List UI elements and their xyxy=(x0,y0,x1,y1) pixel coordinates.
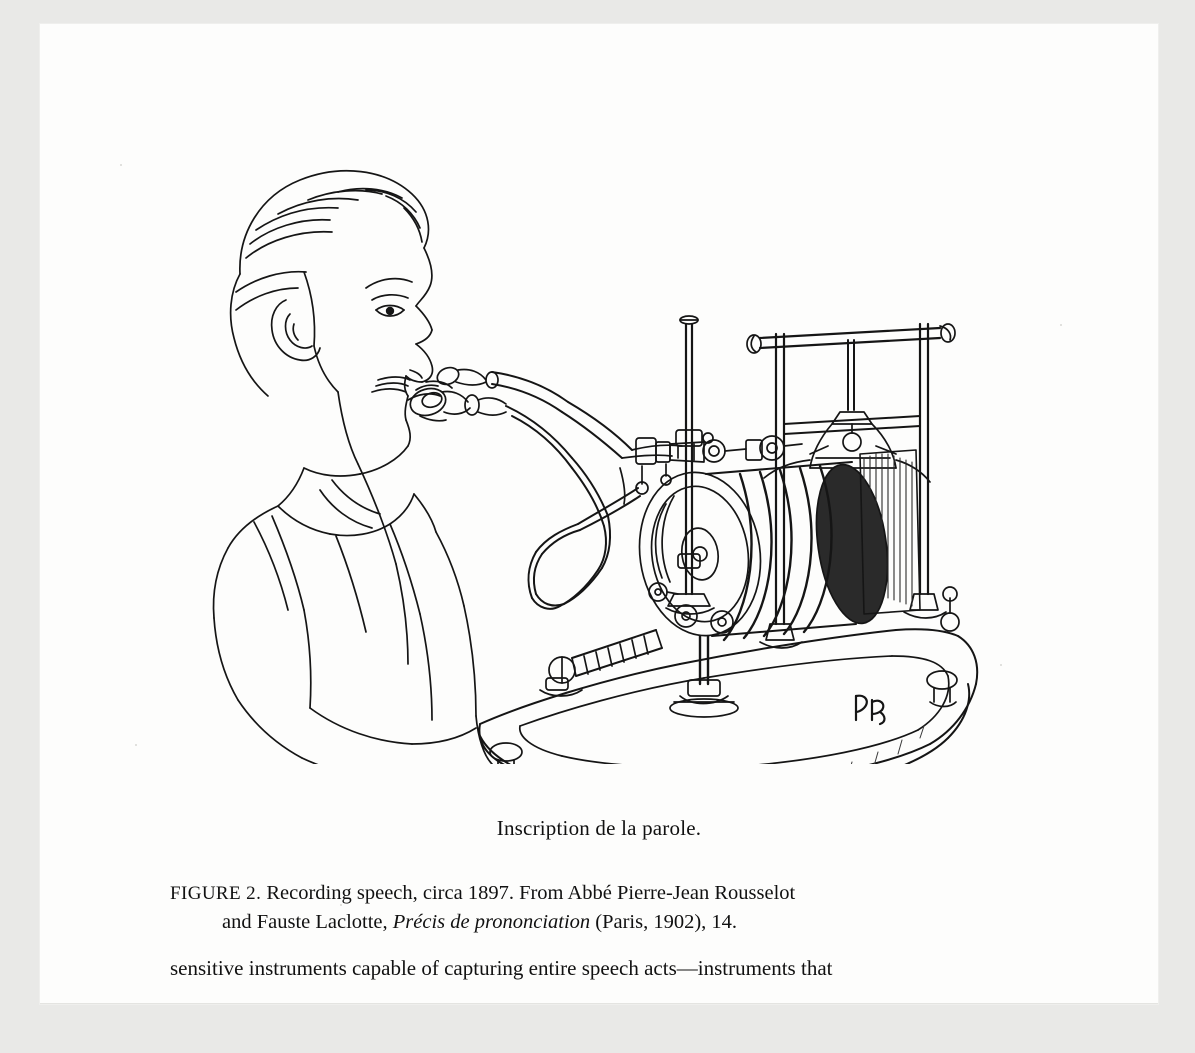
figure-caption xyxy=(170,879,900,937)
figure-caption-line-2-prefix: and Fauste Laclotte, xyxy=(222,911,393,934)
body-paragraph-line: sensitive instruments capable of capturing entire speech acts—instruments that xyxy=(170,956,833,980)
paper-speck xyxy=(340,904,342,906)
plate-title: Inscription de la parole. xyxy=(496,816,702,840)
paper-speck xyxy=(135,744,137,746)
page-content xyxy=(40,24,1158,1004)
paper-speck xyxy=(120,164,122,166)
paper-speck xyxy=(1060,324,1062,326)
figure-caption-line-2-suffix: (Paris, 1902), 14. xyxy=(590,911,738,934)
paper-speck xyxy=(1000,664,1002,666)
page-bottom-rule xyxy=(40,1003,1158,1004)
document-page xyxy=(40,24,1158,1004)
figure-caption-line-1: Recording speech, circa 1897. From Abbé Pierre-Jean Rousselot xyxy=(266,882,796,904)
figure-caption-line-2 xyxy=(222,908,900,937)
line-drawing-man-speaking-into-recording-apparatus xyxy=(180,124,1040,764)
figure-number-label: FIGURE 2. xyxy=(170,883,262,904)
figure-caption-source-title: Précis de prononciation xyxy=(392,911,591,934)
figure-illustration-block xyxy=(40,24,1158,794)
